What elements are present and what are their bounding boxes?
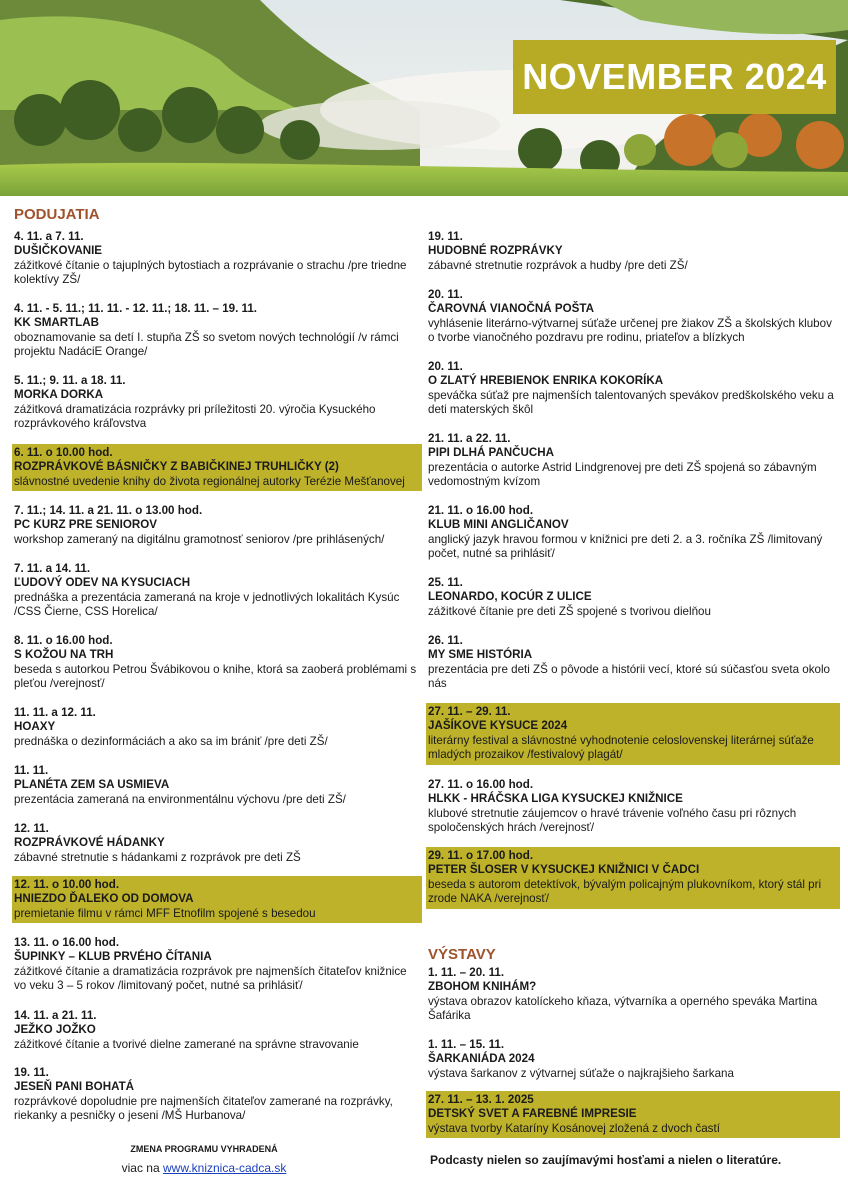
event-item — [14, 764, 420, 807]
more-info-line — [14, 1161, 394, 1175]
event-title: PIPI DLHÁ PANČUCHA — [428, 446, 555, 460]
event-date: 19. 11. — [14, 1066, 49, 1079]
event-date: 12. 11. o 10.00 hod. — [14, 878, 120, 891]
event-date: 7. 11.; 14. 11. a 21. 11. o 13.00 hod. — [14, 504, 203, 517]
event-item — [428, 230, 838, 273]
event-title: DUŠIČKOVANIE — [14, 244, 103, 258]
event-description: rozprávkové dopoludnie pre najmenších čitateľov zamerané na rozprávky, riekanky a pesničky o jeseni /MŠ Hurbanova/ — [14, 1094, 393, 1123]
event-item — [428, 634, 838, 692]
website-link[interactable]: www.kniznica-cadca.sk — [162, 1161, 287, 1175]
event-item — [428, 360, 838, 418]
exhibition-date: 1. 11. – 20. 11. — [428, 966, 505, 979]
event-description: slávnostné uvedenie knihy do života regionálnej autorky Terézie Mešťanovej — [14, 474, 405, 488]
event-item — [14, 374, 420, 432]
event-date: 19. 11. — [428, 230, 463, 243]
event-item-highlighted — [426, 847, 840, 909]
event-item — [14, 822, 420, 865]
event-title: PLANÉTA ZEM SA USMIEVA — [14, 778, 170, 792]
event-title: MY SME HISTÓRIA — [428, 648, 533, 662]
event-description: beseda s autorom detektívok, bývalým policajným plukovníkom, ktorý stál pri zrode NAKA /verejnosť/ — [428, 877, 822, 906]
exhibition-description: výstava obrazov katolíckeho kňaza, výtvarníka a operného speváka Martina Šafárika — [428, 994, 818, 1023]
event-description: prezentácia pre deti ZŠ o pôvode a histórii vecí, ktoré sú súčasťou sveta okolo nás — [428, 662, 830, 691]
event-item-highlighted — [12, 876, 422, 923]
event-item — [14, 1009, 420, 1052]
event-item — [428, 576, 838, 619]
exhibition-item — [428, 1038, 838, 1081]
event-title: PC KURZ PRE SENIOROV — [14, 518, 158, 532]
event-title: LEONARDO, KOCÚR Z ULICE — [428, 590, 592, 604]
event-description: zážitkové čítanie a tvorivé dielne zamerané na správne stravovanie — [14, 1037, 359, 1051]
exhibition-date: 27. 11. – 13. 1. 2025 — [428, 1093, 534, 1106]
event-item — [14, 1066, 420, 1124]
event-item — [428, 432, 838, 490]
event-date: 6. 11. o 10.00 hod. — [14, 446, 113, 459]
event-description: literárny festival a slávnostné vyhodnotenie celoslovenskej literárnej súťaže mladých prozaikov /festivalový plagát/ — [428, 733, 814, 762]
event-title: ROZPRÁVKOVÉ HÁDANKY — [14, 836, 165, 850]
event-title: HLKK - HRÁČSKA LIGA KYSUCKEJ KNIŽNICE — [428, 792, 683, 806]
event-date: 29. 11. o 17.00 hod. — [428, 849, 534, 862]
section-title-exhibitions: VÝSTAVY — [428, 946, 496, 963]
program-change-note: ZMENA PROGRAMU VYHRADENÁ — [130, 1144, 278, 1154]
exhibition-title: DETSKÝ SVET A FAREBNÉ IMPRESIE — [428, 1107, 637, 1121]
event-date: 13. 11. o 16.00 hod. — [14, 936, 120, 949]
event-description: prezentácia zameraná na environmentálnu výchovu /pre deti ZŠ/ — [14, 792, 346, 806]
event-title: JESEŇ PANI BOHATÁ — [14, 1080, 135, 1094]
event-description: prednáška a prezentácia zameraná na kroje v jednotlivých lokalitách Kysúc /CSS Čierne, CSS Horelica/ — [14, 590, 400, 619]
podcast-note: Podcasty nielen so zaujímavými hosťami a nielen o literatúre. — [430, 1153, 782, 1167]
event-date: 20. 11. — [428, 360, 463, 373]
event-title: O ZLATÝ HREBIENOK ENRIKA KOKORÍKA — [428, 374, 664, 388]
event-date: 7. 11. a 14. 11. — [14, 562, 91, 575]
event-description: vyhlásenie literárno-výtvarnej súťaže určenej pre žiakov ZŠ a školských klubov o tvorbe vianočného pozdravu pre rodinu, priateľov a blízkych — [428, 316, 832, 345]
event-title: JAŠÍKOVE KYSUCE 2024 — [428, 719, 568, 733]
event-description: oboznamovanie sa detí I. stupňa ZŠ so svetom nových technológií /v rámci projektu NadáciE Orange/ — [14, 330, 399, 359]
event-title: PETER ŠLOSER V KYSUCKEJ KNIŽNICI V ČADCI — [428, 863, 700, 877]
event-description: prednáška o dezinformáciách a ako sa im brániť /pre deti ZŠ/ — [14, 734, 328, 748]
event-date: 11. 11. — [14, 764, 49, 777]
section-title-events: PODUJATIA — [14, 206, 100, 223]
event-title: ČAROVNÁ VIANOČNÁ POŠTA — [428, 302, 594, 316]
event-title: ĽUDOVÝ ODEV NA KYSUCIACH — [14, 576, 191, 590]
event-description: klubové stretnutie záujemcov o hravé trávenie voľného času pri rôznych spoločenských hrách /verejnosť/ — [428, 806, 797, 835]
event-description: zážitkové čítanie pre deti ZŠ spojené s tvorivou dielňou — [428, 604, 711, 618]
event-date: 26. 11. — [428, 634, 463, 647]
event-date: 14. 11. a 21. 11. — [14, 1009, 97, 1022]
event-description: zážitkové čítanie o tajuplných bytostiach a rozprávanie o strachu /pre triedne kolektívy ZŠ/ — [14, 258, 407, 287]
event-title: S KOŽOU NA TRH — [14, 648, 114, 662]
event-title: JEŽKO JOŽKO — [14, 1023, 96, 1037]
event-item — [14, 230, 420, 288]
event-date: 25. 11. — [428, 576, 463, 589]
event-description: anglický jazyk hravou formou v knižnici pre deti 2. a 3. ročníka ZŠ /limitovaný počet, nutné sa prihlásiť/ — [428, 532, 823, 561]
event-date: 12. 11. — [14, 822, 49, 835]
event-item — [14, 302, 420, 360]
event-item — [428, 778, 838, 836]
event-item — [14, 504, 420, 547]
more-info-prefix: viac na — [121, 1161, 163, 1175]
event-title: HUDOBNÉ ROZPRÁVKY — [428, 244, 563, 258]
event-title: KLUB MINI ANGLIČANOV — [428, 518, 569, 532]
exhibition-item-highlighted — [426, 1091, 840, 1138]
event-description: premietanie filmu v rámci MFF Etnofilm spojené s besedou — [14, 906, 316, 920]
event-date: 21. 11. a 22. 11. — [428, 432, 511, 445]
event-item — [428, 504, 838, 562]
event-date: 27. 11. – 29. 11. — [428, 705, 511, 718]
event-description: zábavné stretnutie rozprávok a hudby /pre deti ZŠ/ — [428, 258, 688, 272]
event-title: HNIEZDO ĎALEKO OD DOMOVA — [14, 892, 194, 906]
event-description: zážitkové čítanie a dramatizácia rozprávok pre najmenších čitateľov knižnice vo veku 3 – 5 rokov /limitovaný počet, nutné sa prihlásiť/ — [14, 964, 407, 993]
event-description: zábavné stretnutie s hádankami z rozprávok pre deti ZŠ — [14, 850, 301, 864]
exhibition-title: ZBOHOM KNIHÁM? — [428, 980, 537, 994]
event-date: 8. 11. o 16.00 hod. — [14, 634, 113, 647]
event-item — [14, 706, 420, 749]
exhibition-title: ŠARKANIÁDA 2024 — [428, 1052, 535, 1066]
event-title: ROZPRÁVKOVÉ BÁSNIČKY Z BABIČKINEJ TRUHLIČKY (2) — [14, 460, 339, 474]
exhibition-description: výstava tvorby Kataríny Kosánovej zložená z dvoch častí — [428, 1121, 720, 1135]
event-item — [14, 562, 420, 620]
month-banner — [513, 40, 836, 114]
event-item — [14, 634, 420, 692]
event-date: 11. 11. a 12. 11. — [14, 706, 96, 719]
month-title: NOVEMBER 2024 — [522, 56, 827, 97]
header-image — [0, 0, 848, 196]
event-description: workshop zameraný na digitálnu gramotnosť seniorov /pre prihlásených/ — [14, 532, 385, 546]
event-date: 4. 11. - 5. 11.; 11. 11. - 12. 11.; 18. 11. – 19. 11. — [14, 302, 258, 315]
event-item-highlighted — [12, 444, 422, 491]
exhibition-item — [428, 966, 838, 1024]
event-description: speváčka súťaž pre najmenších talentovaných spevákov predškolského veku a deti materských škôl — [428, 388, 834, 417]
event-title: KK SMARTLAB — [14, 316, 100, 330]
event-title: ŠUPINKY – KLUB PRVÉHO ČÍTANIA — [14, 950, 212, 964]
event-date: 5. 11.; 9. 11. a 18. 11. — [14, 374, 126, 387]
event-date: 4. 11. a 7. 11. — [14, 230, 84, 243]
event-item-highlighted — [426, 703, 840, 765]
exhibition-description: výstava šarkanov z výtvarnej súťaže o najkrajšieho šarkana — [428, 1066, 734, 1080]
event-item — [428, 288, 838, 346]
event-date: 21. 11. o 16.00 hod. — [428, 504, 534, 517]
event-description: zážitková dramatizácia rozprávky pri príležitosti 20. výročia Kysuckého rozprávkového kráľovstva — [14, 402, 376, 431]
event-date: 27. 11. o 16.00 hod. — [428, 778, 534, 791]
event-description: beseda s autorkou Petrou Švábikovou o knihe, ktorá sa zaoberá problémami s pleťou /verejnosť/ — [14, 662, 417, 691]
exhibition-date: 1. 11. – 15. 11. — [428, 1038, 505, 1051]
event-date: 20. 11. — [428, 288, 463, 301]
event-item — [14, 936, 420, 994]
event-title: MORKA DORKA — [14, 388, 104, 402]
event-description: prezentácia o autorke Astrid Lindgrenovej pre deti ZŠ spojená so zábavným vedomostným kvízom — [428, 460, 817, 489]
event-title: HOAXY — [14, 720, 56, 734]
